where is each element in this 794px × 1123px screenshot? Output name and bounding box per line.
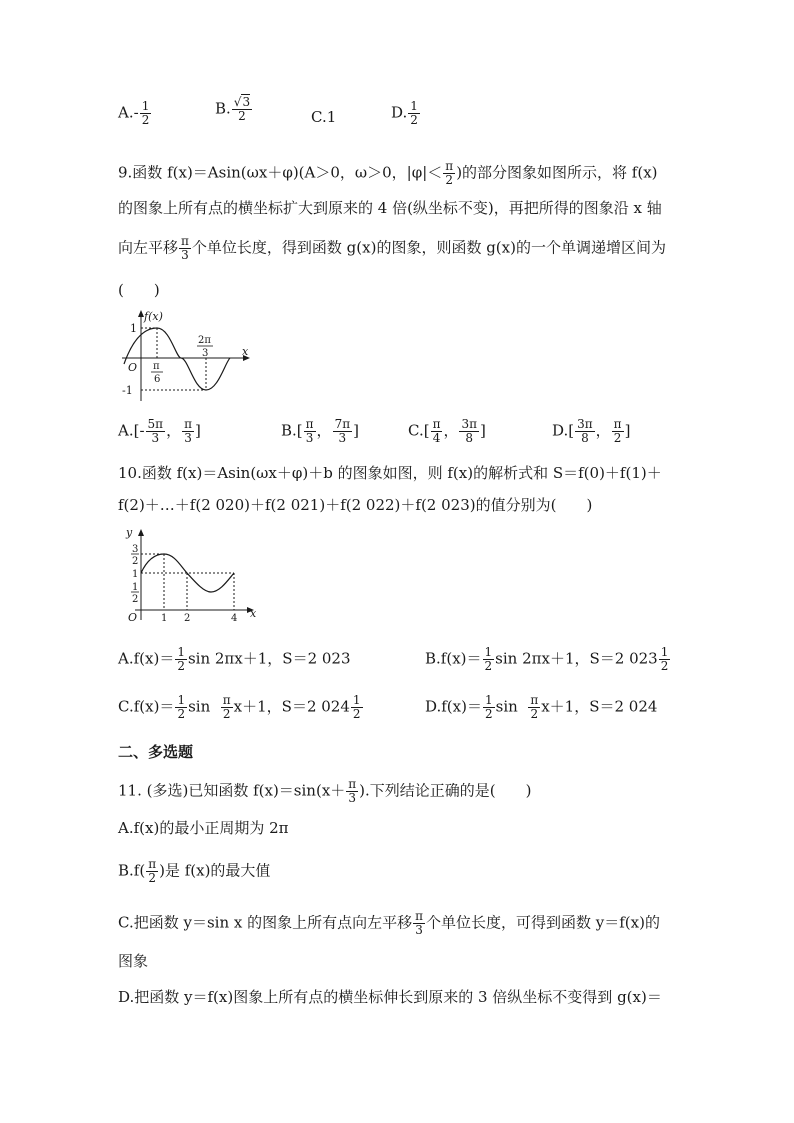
q10-option-c: C.f(x)＝ $\frac{1}{2}$ sin $\frac{\pi}{2}$ x＋1，S＝2 024 $\frac{1}{2}$	[118, 693, 361, 721]
q10-y-label: y	[126, 526, 133, 539]
q10-y-1: 1	[132, 569, 139, 580]
q9-graph	[120, 308, 255, 403]
q10-y-arrow	[138, 529, 144, 536]
q11-option-c: C.把函数 y＝sin x 的图象上所有点向左平移 $\frac{\pi}{3}$ 个单位长度，可得到函数 y＝f(x)的	[118, 909, 660, 937]
q9-line-2: 的图象上所有点的横坐标扩大到原来的 4 倍(纵坐标不变)，再把所得的图象沿 x 轴	[118, 199, 662, 217]
q8-option-a: A.- $\frac{1}{2}$	[118, 99, 150, 127]
q9-line-3: 向左平移 $\frac{\pi}{3}$ 个单位长度，得到函数 g(x)的图象，则函数 g(x)的一个单调递增区间为	[118, 234, 666, 262]
q10-x-label: x	[250, 607, 257, 620]
q8-option-c: C.1	[311, 108, 337, 126]
q10-option-d: D.f(x)＝ $\frac{1}{2}$ sin $\frac{\pi}{2}$ x＋1，S＝2 024	[425, 693, 658, 721]
q9-option-d: D.[ $\frac{3\pi}{8}$ ， $\frac{\pi}{2}$ ]	[552, 417, 631, 445]
q9-option-a: A.[- $\frac{5\pi}{3}$ ， $\frac{\pi}{3}$ ]	[118, 417, 201, 445]
q9-pi6-den: 6	[154, 374, 161, 385]
q9-2pi3-den: 3	[202, 348, 209, 359]
q11-option-d: D.把函数 y＝f(x)图象上所有点的横坐标伸长到原来的 3 倍纵坐标不变得到 g(x)＝	[118, 988, 662, 1006]
q10-origin: O	[128, 611, 138, 624]
q9-option-b: B.[ $\frac{\pi}{3}$ ， $\frac{7\pi}{3}$ ]	[281, 417, 359, 445]
q9-2pi3-num: 2π	[198, 335, 211, 346]
q9-line-1: 9.函数 f(x)＝Asin(ωx＋φ)(A＞0，ω＞0，|φ|＜ $\frac{\pi}{2}$ )的部分图象如图所示，将 f(x)	[118, 159, 658, 187]
q10-tick-1: 1	[161, 613, 168, 624]
q9-y-1: 1	[130, 322, 137, 335]
q11-option-a: A.f(x)的最小正周期为 2π	[118, 819, 289, 837]
q10-option-a: A.f(x)＝ $\frac{1}{2}$ sin 2πx＋1，S＝2 023	[118, 645, 351, 673]
q11-option-b: B.f( $\frac{\pi}{2}$ )是 f(x)的最大值	[118, 857, 271, 885]
q10-tick-2: 2	[184, 613, 191, 624]
section-heading: 二、多选题	[118, 743, 194, 761]
q9-option-c: C.[ $\frac{\pi}{4}$ ， $\frac{3\pi}{8}$ ]	[408, 417, 486, 445]
q11-line-1: 11. (多选)已知函数 f(x)＝sin(x＋ $\frac{\pi}{3}$ ).下列结论正确的是( )	[118, 777, 532, 805]
q9-y-neg1: -1	[122, 384, 133, 397]
q10-y32-den: 2	[132, 556, 139, 567]
q9-origin: O	[128, 361, 138, 374]
q10-tick-4: 4	[231, 613, 238, 624]
q10-graph	[120, 520, 260, 625]
q10-line-2: f(2)＋…＋f(2 020)＋f(2 021)＋f(2 022)＋f(2 023)的值分别为( )	[118, 496, 593, 514]
q9-curve	[124, 328, 230, 390]
q10-y12-den: 2	[132, 594, 139, 605]
q11-option-c-cont: 图象	[118, 952, 149, 970]
q8-option-d: D. $\frac{1}{2}$	[391, 99, 418, 127]
q9-f-label: f(x)	[144, 310, 163, 323]
q10-line-1: 10.函数 f(x)＝Asin(ωx＋φ)＋b 的图象如图，则 f(x)的解析式和 S＝f(0)＋f(1)＋	[118, 464, 662, 482]
q9-pi6-num: π	[153, 361, 160, 372]
q9-line-4: ( )	[118, 281, 160, 299]
q10-y32-num: 3	[132, 544, 139, 555]
q10-option-b: B.f(x)＝ $\frac{1}{2}$ sin 2πx＋1，S＝2 023 $\frac{1}{2}$	[425, 645, 669, 673]
q8-option-b: B. $\frac{√3}{2}$	[215, 95, 251, 123]
q9-x-label: x	[242, 345, 249, 358]
q10-y12-num: 1	[132, 582, 139, 593]
